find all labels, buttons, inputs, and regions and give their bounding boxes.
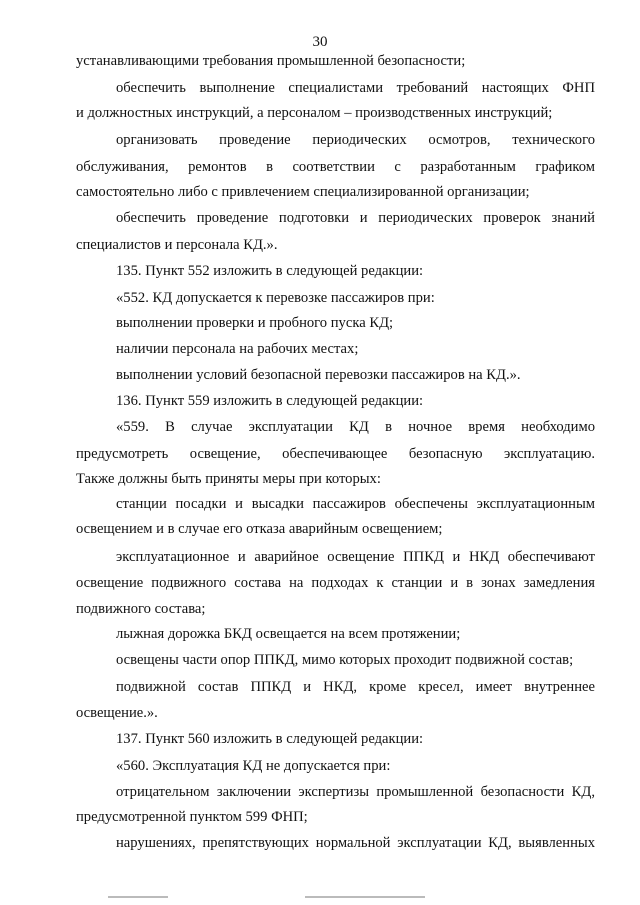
text-line: предусмотренной пунктом 599 ФНП; [76,809,308,825]
text-line: «552. КД допускается к перевозке пассажиров при: [116,290,435,306]
scan-artifact [108,896,168,898]
text-line: нарушениях, препятствующих нормальной эксплуатации КД, выявленных [116,835,595,851]
text-line: освещением и в случае его отказа аварийным освещением; [76,521,443,537]
text-line: «559. В случае эксплуатации КД в ночное время необходимо [116,419,595,435]
text-line: Также должны быть приняты меры при которых: [76,471,381,487]
text-line: подвижного состава; [76,601,206,617]
text-line: специалистов и персонала КД.». [76,237,278,253]
text-line: организовать проведение периодических осмотров, технического [116,132,595,148]
text-line: устанавливающими требования промышленной безопасности; [76,53,466,69]
text-line: выполнении условий безопасной перевозки пассажиров на КД.». [116,367,521,383]
page-number: 30 [312,34,328,50]
scan-artifact [305,896,425,898]
text-line: выполнении проверки и пробного пуска КД; [116,315,394,331]
text-line: наличии персонала на рабочих местах; [116,341,359,357]
text-line: обеспечить проведение подготовки и периодических проверок знаний [116,210,595,226]
text-line: 137. Пункт 560 изложить в следующей редакции: [116,731,424,747]
text-line: подвижной состав ППКД и НКД, кроме кресел, имеет внутреннее [116,679,595,695]
text-line: лыжная дорожка БКД освещается на всем протяжении; [116,626,461,642]
text-line: самостоятельно либо с привлечением специализированной организации; [76,184,530,200]
text-line: 135. Пункт 552 изложить в следующей редакции: [116,263,424,279]
text-line: эксплуатационное и аварийное освещение ППКД и НКД обеспечивают [116,549,595,565]
text-line: и должностных инструкций, а персоналом – производственных инструкций; [76,105,553,121]
text-line: обслуживания, ремонтов в соответствии с разработанным графиком [76,159,595,175]
text-line: обеспечить выполнение специалистами требований настоящих ФНП [116,80,595,96]
text-line: освещение.». [76,705,158,721]
text-line: станции посадки и высадки пассажиров обеспечены эксплуатационным [116,496,595,512]
text-line: освещение подвижного состава на подходах к станции и в зонах замедления [76,575,595,591]
text-line: освещены части опор ППКД, мимо которых проходит подвижной состав; [116,652,574,668]
text-line: «560. Эксплуатация КД не допускается при: [116,758,391,774]
text-line: отрицательном заключении экспертизы промышленной безопасности КД, [116,784,595,800]
text-line: предусмотреть освещение, обеспечивающее безопасную эксплуатацию. [76,446,595,462]
text-line: 136. Пункт 559 изложить в следующей редакции: [116,393,424,409]
